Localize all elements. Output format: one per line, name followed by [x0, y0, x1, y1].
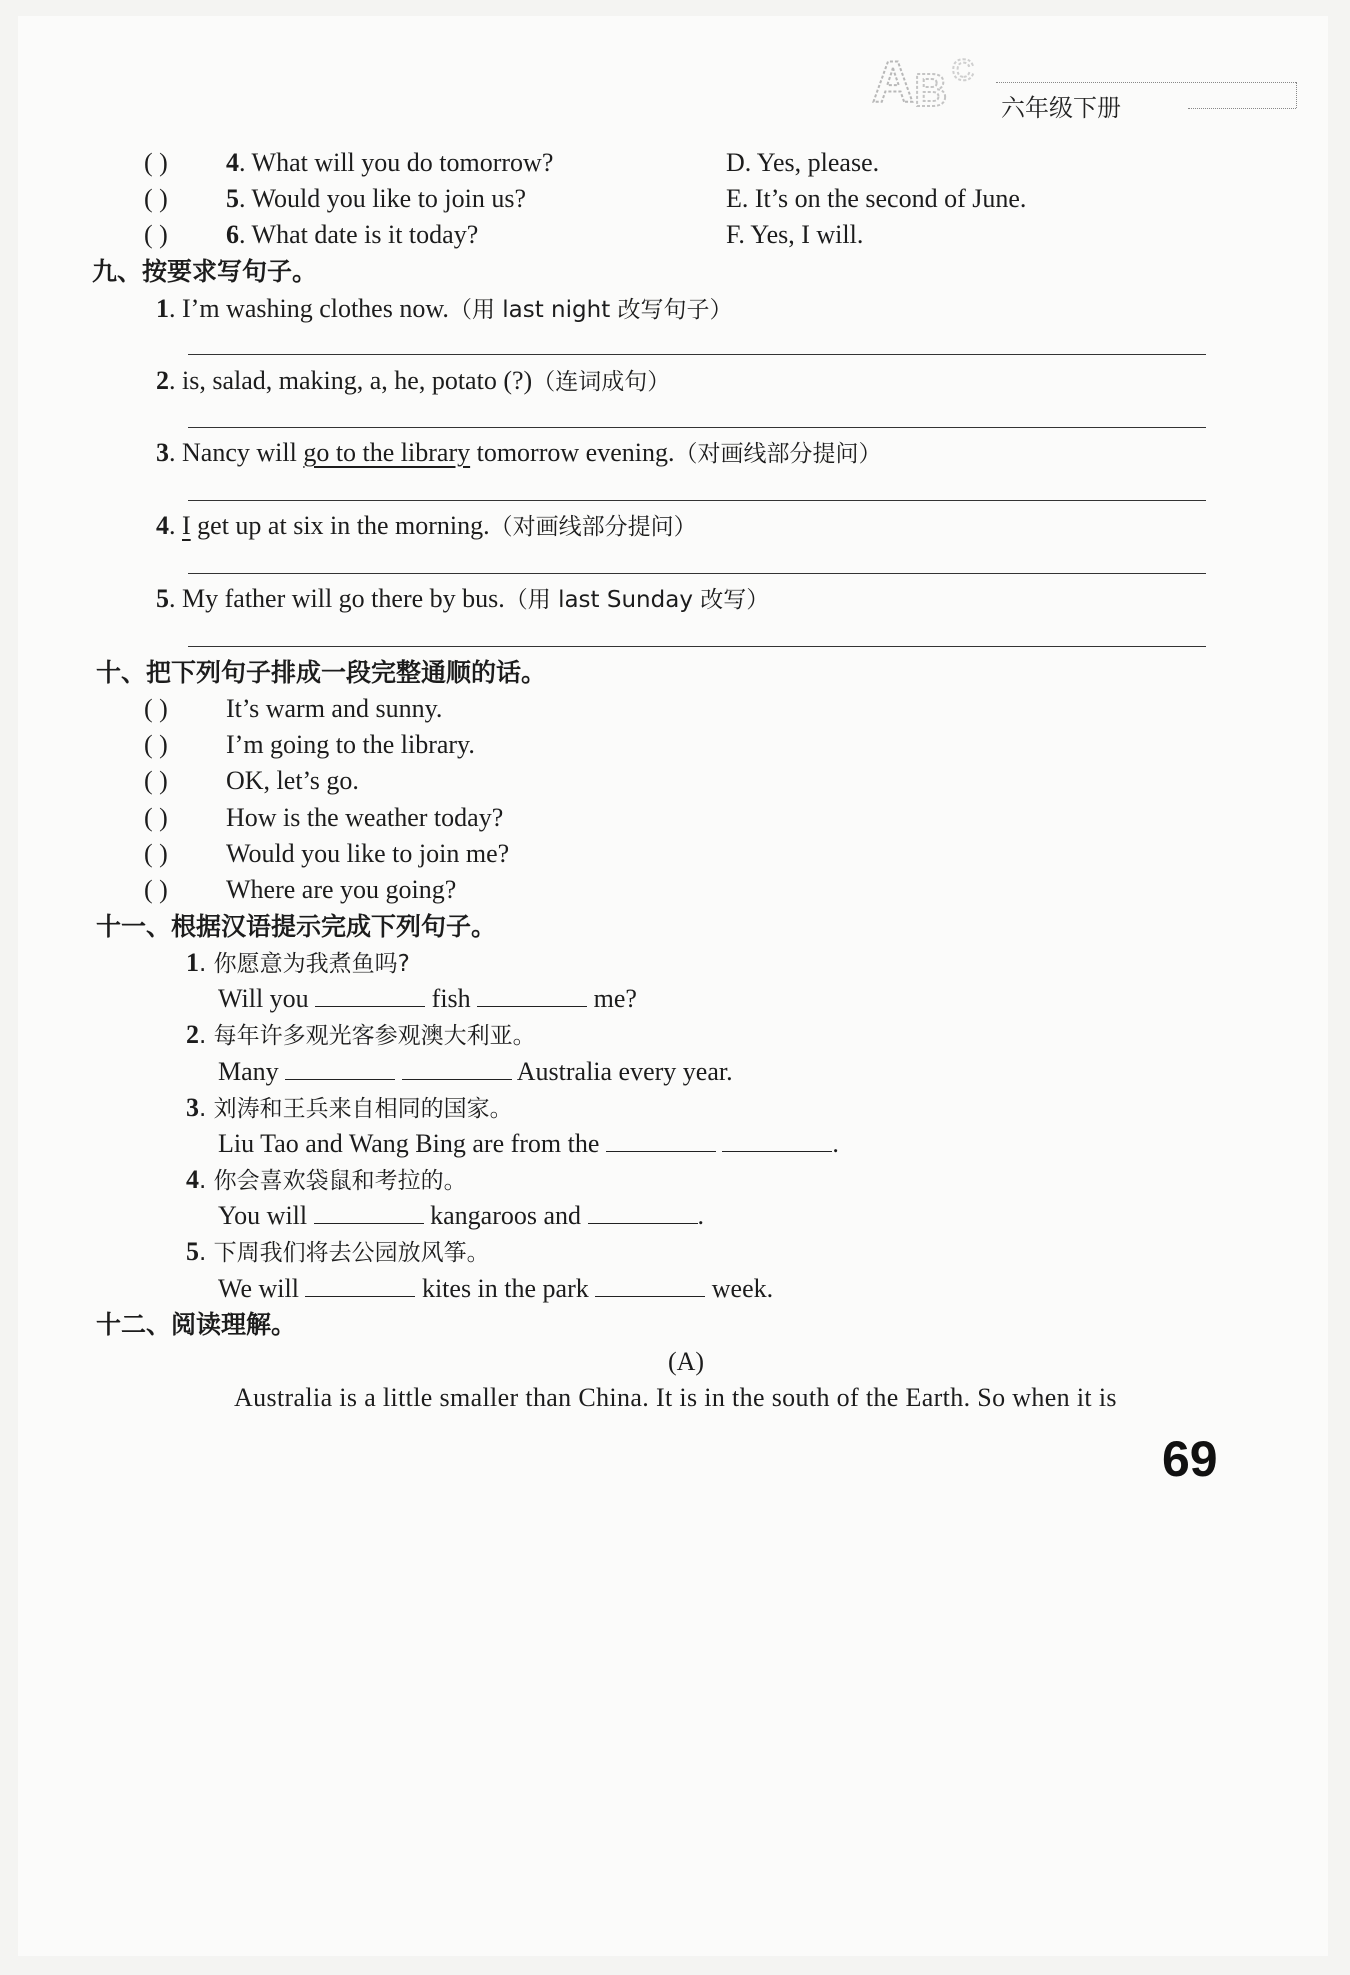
- header-dotted-rule: [996, 82, 1296, 83]
- fill-sentence: [218, 982, 637, 1016]
- page-number: 69: [1162, 1431, 1218, 1487]
- sentence-part: Liu Tao and Wang Bing are from the: [218, 1129, 600, 1158]
- question-number: 4: [226, 148, 239, 177]
- order-item: [144, 728, 475, 762]
- sentence-part: .: [832, 1129, 839, 1158]
- passage-text: Australia is a little smaller than China. It is in the south of the Earth. So when it is: [234, 1383, 1117, 1412]
- chinese-prompt: . 刘涛和王兵来自相同的国家。: [199, 1096, 513, 1122]
- question-number: 5: [226, 184, 239, 213]
- answer-line[interactable]: [188, 427, 1206, 428]
- passage-label: (A): [668, 1347, 705, 1376]
- item-number: 5: [156, 584, 169, 613]
- order-sentence: It’s warm and sunny.: [226, 694, 443, 723]
- fill-blank[interactable]: [477, 984, 587, 1007]
- item-text: .: [169, 511, 182, 540]
- item-text: . is, salad, making, a, he, potato (?): [169, 366, 533, 395]
- order-item: [144, 801, 503, 835]
- item-number: 3: [156, 438, 169, 467]
- order-parens[interactable]: ( ): [144, 766, 168, 795]
- chinese-prompt: . 你会喜欢袋鼠和考拉的。: [199, 1168, 467, 1194]
- item-instruction: （用 last Sunday 改写）: [504, 587, 770, 613]
- item-text: . Nancy will: [169, 438, 304, 467]
- header-dotted-underline: [1188, 108, 1296, 109]
- svg-text:B: B: [914, 64, 948, 116]
- order-item: [144, 837, 509, 871]
- order-item: [144, 692, 442, 726]
- sentence-part: Will you: [218, 984, 309, 1013]
- sentence-part: kites in the park: [421, 1274, 589, 1303]
- translation-prompt: [186, 946, 410, 981]
- order-sentence: Where are you going?: [226, 875, 457, 904]
- fill-blank[interactable]: [285, 1057, 395, 1080]
- item-instruction: （用 last night 改写句子）: [448, 297, 733, 323]
- matching-row: [144, 182, 526, 216]
- grade-label: 六年级下册: [1001, 94, 1121, 122]
- fill-blank[interactable]: [722, 1129, 832, 1152]
- fill-blank[interactable]: [595, 1274, 705, 1297]
- fill-blank[interactable]: [305, 1274, 415, 1297]
- translation-prompt: [186, 1235, 490, 1270]
- answer-line[interactable]: [188, 573, 1206, 574]
- fill-blank[interactable]: [315, 984, 425, 1007]
- order-sentence: OK, let’s go.: [226, 766, 359, 795]
- sentence-part: Many: [218, 1057, 279, 1086]
- order-parens[interactable]: ( ): [144, 694, 168, 723]
- item-number: 2: [156, 366, 169, 395]
- item-number: 3: [186, 1093, 199, 1122]
- item-number: 2: [186, 1020, 199, 1049]
- order-sentence: How is the weather today?: [226, 803, 504, 832]
- svg-text:A: A: [872, 50, 914, 115]
- fill-sentence: [218, 1199, 704, 1233]
- sentence-part: Australia every year.: [516, 1057, 733, 1086]
- section-10-title: 十、把下列句子排成一段完整通顺的话。: [96, 658, 547, 687]
- item-text: . My father will go there by bus.: [169, 584, 505, 613]
- fill-blank[interactable]: [314, 1201, 424, 1224]
- fill-blank[interactable]: [606, 1129, 716, 1152]
- order-parens[interactable]: ( ): [144, 875, 168, 904]
- order-parens[interactable]: ( ): [144, 839, 168, 868]
- sentence-part: .: [697, 1201, 705, 1230]
- question-text: . What date is it today?: [239, 220, 479, 249]
- underlined-phrase: I: [182, 511, 191, 540]
- answer-parens[interactable]: ( ): [144, 184, 168, 213]
- order-sentence: I’m going to the library.: [226, 730, 475, 759]
- question-text: . What will you do tomorrow?: [239, 148, 554, 177]
- matching-row: [144, 146, 553, 180]
- order-parens[interactable]: ( ): [144, 730, 168, 759]
- matching-answer: D. Yes, please.: [726, 148, 880, 177]
- rewrite-item: [156, 292, 733, 327]
- answer-line[interactable]: [188, 500, 1206, 501]
- item-instruction: （连词成句）: [532, 369, 671, 395]
- matching-answer: F. Yes, I will.: [726, 220, 864, 249]
- order-parens[interactable]: ( ): [144, 803, 168, 832]
- sentence-part: week.: [711, 1274, 774, 1303]
- translation-prompt: [186, 1018, 536, 1053]
- answer-line[interactable]: [188, 646, 1206, 647]
- rewrite-item: [156, 364, 670, 399]
- workbook-page: [18, 16, 1328, 1956]
- item-number: 1: [156, 294, 169, 323]
- answer-parens[interactable]: ( ): [144, 220, 168, 249]
- sentence-part: fish: [431, 984, 471, 1013]
- section-12-title: 十二、阅读理解。: [96, 1310, 297, 1339]
- chinese-prompt: . 每年许多观光客参观澳大利亚。: [199, 1023, 536, 1049]
- fill-blank[interactable]: [588, 1201, 698, 1224]
- item-number: 4: [186, 1165, 199, 1194]
- fill-blank[interactable]: [402, 1057, 512, 1080]
- header: [868, 46, 1308, 126]
- sentence-part: me?: [593, 984, 637, 1013]
- chinese-prompt: . 你愿意为我煮鱼吗?: [199, 951, 410, 977]
- sentence-part: We will: [218, 1274, 299, 1303]
- item-number: 5: [186, 1237, 199, 1266]
- fill-sentence: [218, 1055, 733, 1089]
- item-text-end: tomorrow evening.: [470, 438, 675, 467]
- order-sentence: Would you like to join me?: [226, 839, 510, 868]
- order-item: [144, 873, 456, 907]
- item-text-end: get up at six in the morning.: [190, 511, 490, 540]
- rewrite-item: [156, 582, 769, 617]
- answer-line[interactable]: [188, 354, 1206, 355]
- section-9-title: 九、按要求写句子。: [92, 257, 318, 286]
- item-instruction: （对画线部分提问）: [674, 441, 882, 467]
- matching-answer: E. It’s on the second of June.: [726, 184, 1027, 213]
- rewrite-item: [156, 509, 697, 544]
- section-11-title: 十一、根据汉语提示完成下列句子。: [96, 912, 497, 941]
- chinese-prompt: . 下周我们将去公园放风筝。: [199, 1240, 490, 1266]
- item-number: 1: [186, 948, 199, 977]
- fill-sentence: [218, 1272, 773, 1306]
- translation-prompt: [186, 1091, 513, 1126]
- header-dotted-tick: [1296, 82, 1297, 108]
- underlined-phrase: go to the library: [303, 438, 471, 467]
- svg-text:C: C: [952, 54, 974, 87]
- item-text: . I’m washing clothes now.: [169, 294, 449, 323]
- item-instruction: （对画线部分提问）: [489, 514, 697, 540]
- translation-prompt: [186, 1163, 467, 1198]
- sentence-part: kangaroos and: [430, 1201, 582, 1230]
- sentence-part: You will: [218, 1201, 308, 1230]
- question-number: 6: [226, 220, 239, 249]
- item-number: 4: [156, 511, 169, 540]
- answer-parens[interactable]: ( ): [144, 148, 168, 177]
- fill-sentence: [218, 1127, 839, 1161]
- matching-row: [144, 218, 478, 252]
- abc-logo-icon: [868, 46, 988, 116]
- rewrite-item: [156, 436, 881, 471]
- order-item: [144, 764, 359, 798]
- question-text: . Would you like to join us?: [239, 184, 527, 213]
